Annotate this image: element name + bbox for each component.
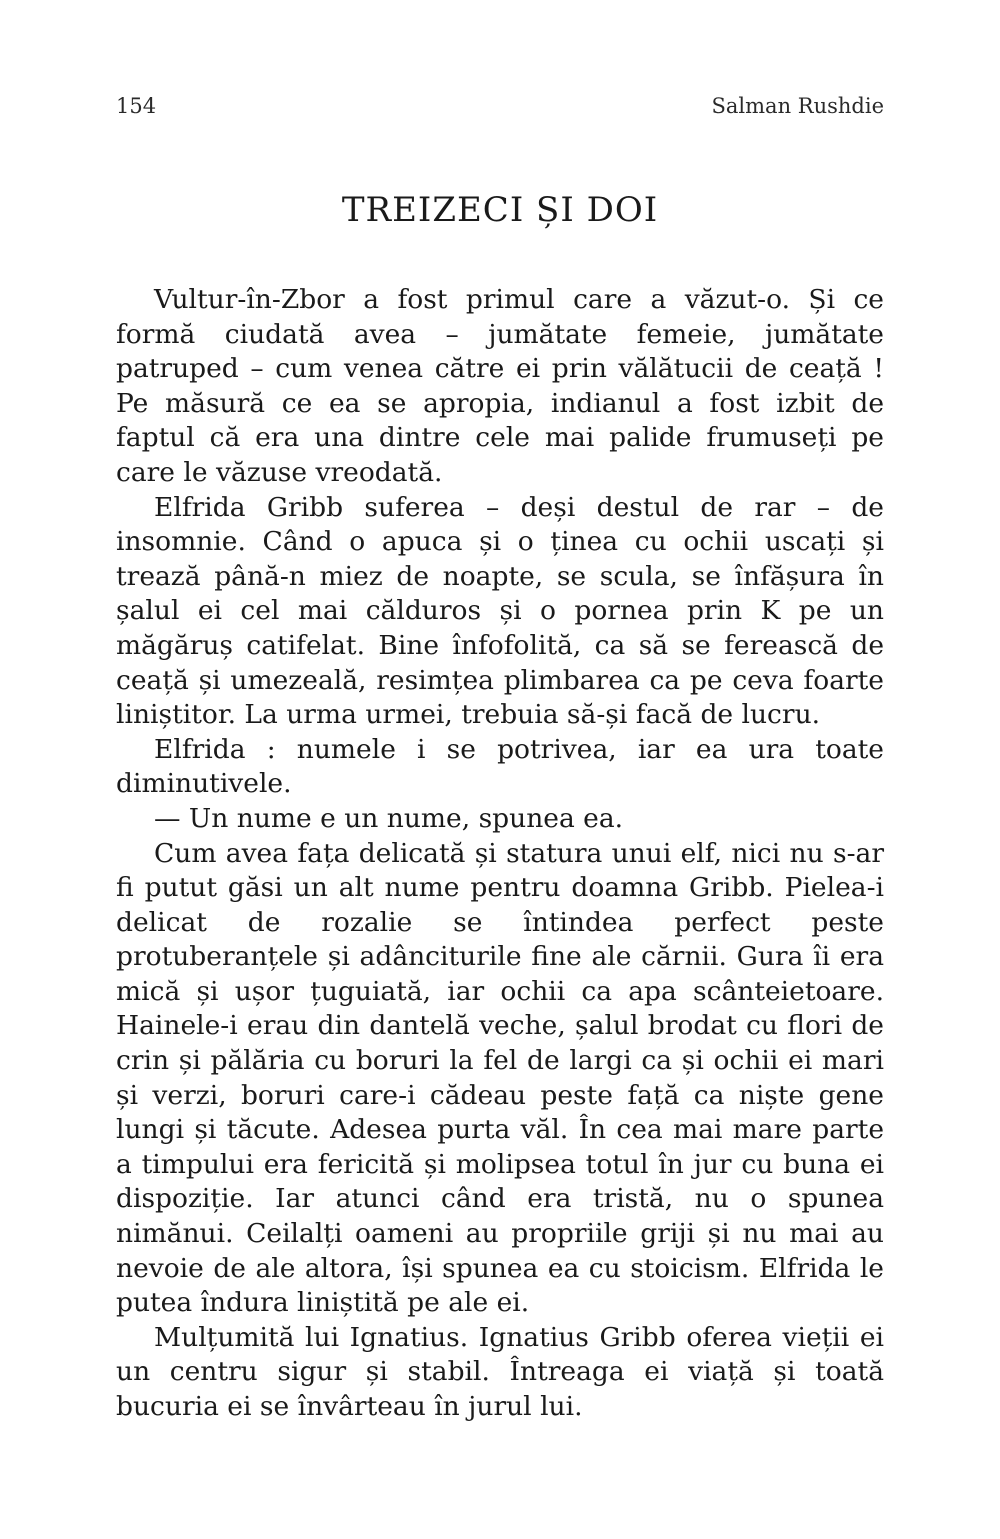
paragraph: Cum avea fața delicată și statura unui elf, nici nu s-ar fi putut găsi un alt nume pentru doamna Gribb. Pielea-i delicat de rozalie se întindea perfect peste protuberanțele și adânciturile fine ale cărnii. Gura îi era mică și ușor țuguiată, iar ochii ca apa scânteietoare. Hainele-i erau din dantelă veche, șalul brodat cu flori de crin și pălăria cu boruri la fel de largi ca și ochii ei mari și verzi, boruri care-i cădeau peste față ca niște gene lungi și tăcute. Adesea purta văl. În cea mai mare parte a timpului era fericită și molipsea totul în jur cu buna ei dispoziție. Iar atunci când era tristă, nu o spunea nimănui. Ceilalți oameni au propriile griji și nu mai au nevoie de ale altora, își spunea ea cu stoicism. Elfrida le putea îndura liniștită pe ale ei. <box>116 837 884 1319</box>
chapter-body <box>116 283 884 1425</box>
paragraph: Elfrida Gribb suferea – deși destul de rar – de insomnie. Când o apuca și o ținea cu ochii uscați și trează până-n miez de noapte, se scula, se înfășura în șalul ei cel mai călduros și o pornea prin K pe un măgăruș catifelat. Bine înfofolită, ca să se ferească de ceață și umezeală, resimțea plimbarea ca pe ceva foarte liniștitor. La urma urmei, trebuia să-și facă de lucru. <box>116 491 884 731</box>
paragraph: — Un nume e un nume, spunea ea. <box>154 802 624 834</box>
chapter-title: TREIZECI ȘI DOI <box>341 190 659 230</box>
paragraph: Vultur-în-Zbor a fost primul care a văzut-o. Și ce formă ciudată avea – jumătate femeie, jumătate patruped – cum venea către ei prin vălătucii de ceață ! Pe măsură ce ea se apropia, indianul a fost izbit de faptul că era una dintre cele mai palide frumuseți pe care le văzuse vreodată. <box>116 284 884 488</box>
running-header <box>116 94 884 128</box>
paragraph: Mulțumită lui Ignatius. Ignatius Gribb oferea vieții ei un centru sigur și stabil. Întreaga ei viață și toată bucuria ei se învârteau în jurul lui. <box>116 1321 884 1422</box>
paragraph: Elfrida : numele i se potrivea, iar ea ura toate diminutivele. <box>116 733 884 800</box>
running-author: Salman Rushdie <box>711 94 884 118</box>
page-number: 154 <box>116 94 157 118</box>
